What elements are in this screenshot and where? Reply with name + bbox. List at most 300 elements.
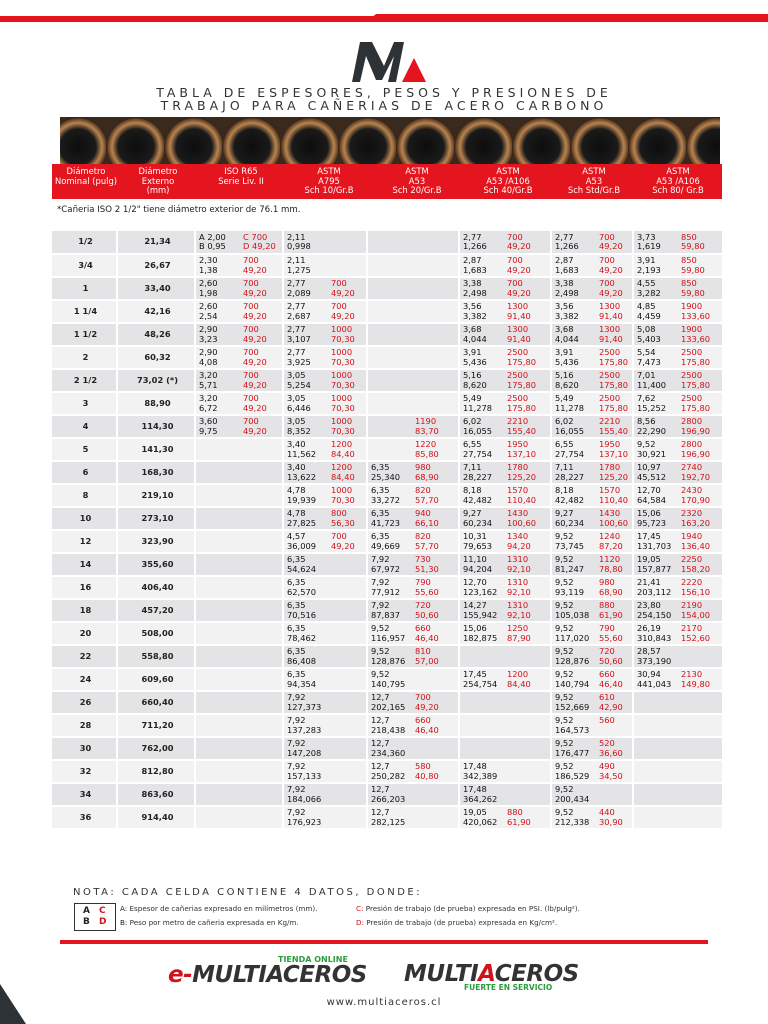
thickness-weight-values: 9,52 200,434 (555, 784, 590, 804)
thickness-weight-values: 17,45 131,703 (637, 531, 672, 551)
spec-cell (460, 277, 550, 300)
spec-cell (284, 484, 366, 507)
thickness-weight-values: 9,52 81,247 (555, 554, 585, 574)
pressure-values: 2190 154,00 (681, 600, 711, 620)
external-diameter-cell: 60,32 (118, 346, 194, 369)
spec-cell (634, 622, 722, 645)
external-diameter-cell: 323,90 (118, 530, 194, 553)
spec-cell (552, 576, 632, 599)
spec-cell (368, 737, 458, 760)
spec-cell (284, 277, 366, 300)
pressure-values: 1000 70,30 (331, 347, 355, 367)
table-row (52, 484, 722, 507)
spec-cell (460, 461, 550, 484)
spec-cell (552, 438, 632, 461)
pressure-values: 700 49,20 (507, 231, 531, 251)
table-row (52, 300, 722, 323)
thickness-weight-values: 3,40 13,622 (287, 462, 317, 482)
thickness-weight-values: 6,55 27,754 (463, 439, 493, 459)
spec-cell (284, 783, 366, 806)
thickness-weight-values: 2,77 3,925 (287, 347, 311, 367)
thickness-weight-values: 3,68 4,044 (555, 324, 579, 344)
spec-cell (284, 300, 366, 323)
thickness-weight-values: 5,49 11,278 (463, 393, 493, 413)
thickness-weight-values: 12,7 218,438 (371, 715, 406, 735)
spec-cell (634, 300, 722, 323)
thickness-weight-values: 7,11 28,227 (463, 462, 493, 482)
spec-cell (552, 254, 632, 277)
thickness-weight-values: 7,92 137,283 (287, 715, 322, 735)
thickness-weight-values: 21,41 203,112 (637, 577, 672, 597)
key-a: A (83, 906, 90, 916)
pressure-values: 2500 175,80 (681, 393, 711, 413)
spec-cell (552, 622, 632, 645)
thickness-table (52, 231, 722, 830)
nominal-diameter-cell: 22 (52, 645, 116, 668)
spec-cell (460, 530, 550, 553)
thickness-weight-values: 9,52 117,020 (555, 623, 590, 643)
e-multiaceros-logo[interactable] (168, 955, 368, 991)
pressure-values: 2740 192,70 (681, 462, 711, 482)
spec-cell (634, 507, 722, 530)
nominal-diameter-cell: 32 (52, 760, 116, 783)
spec-cell (552, 553, 632, 576)
spec-cell (368, 300, 458, 323)
nominal-diameter-cell: 2 1/2 (52, 369, 116, 392)
spec-cell (284, 438, 366, 461)
pressure-values: 1950 137,10 (599, 439, 629, 459)
thickness-weight-values: 2,90 4,08 (199, 347, 218, 367)
thickness-weight-values: 26,19 310,843 (637, 623, 672, 643)
legend-b-text: Peso por metro de cañeria expresada en Kg/m. (129, 918, 299, 927)
pressure-values: 820 57,70 (415, 485, 439, 505)
thickness-weight-values: 6,35 49,669 (371, 531, 401, 551)
spec-cell (460, 369, 550, 392)
thickness-weight-values: 8,56 22,290 (637, 416, 667, 436)
spec-cell (368, 714, 458, 737)
thickness-weight-values: 12,70 123,162 (463, 577, 498, 597)
pressure-values: 730 51,30 (415, 554, 439, 574)
thickness-weight-values: 28,57 373,190 (637, 646, 672, 666)
spec-cell (460, 415, 550, 438)
table-row (52, 760, 722, 783)
pressure-values: 2250 158,20 (681, 554, 711, 574)
thickness-weight-values: 7,92 127,373 (287, 692, 322, 712)
table-row (52, 576, 722, 599)
thickness-weight-values: 9,52 140,795 (371, 669, 406, 689)
thickness-weight-values: 3,56 3,382 (463, 301, 487, 321)
pressure-values: 1900 133,60 (681, 301, 711, 321)
pressure-values: 1300 91,40 (507, 324, 531, 344)
spec-cell (368, 507, 458, 530)
pressure-values: 1240 87,20 (599, 531, 623, 551)
thickness-weight-values: 3,60 9,75 (199, 416, 218, 436)
header-astm-a53-sch80: ASTM A53 /A106 Sch 80/ Gr.B (652, 166, 704, 195)
spec-cell (634, 254, 722, 277)
spec-cell (368, 438, 458, 461)
spec-cell (196, 668, 282, 691)
thickness-weight-values: 7,92 184,066 (287, 784, 322, 804)
spec-cell (284, 645, 366, 668)
pressure-values: 2500 175,80 (507, 370, 537, 390)
key-d: D (99, 917, 107, 927)
spec-cell (368, 530, 458, 553)
pressure-values: 1250 87,90 (507, 623, 531, 643)
pressure-values: 700 49,20 (599, 231, 623, 251)
spec-cell (460, 806, 550, 829)
page-title (0, 86, 768, 112)
pressure-values: 440 30,90 (599, 807, 623, 827)
table-row (52, 323, 722, 346)
pressure-values: 1300 91,40 (599, 324, 623, 344)
spec-cell (634, 576, 722, 599)
pressure-values: 2500 175,80 (681, 370, 711, 390)
pressure-values: 850 59,80 (681, 278, 705, 298)
spec-cell (552, 461, 632, 484)
thickness-weight-values: 6,02 16,055 (463, 416, 493, 436)
header-astm-a795: ASTM A795 Sch 10/Gr.B (304, 166, 354, 195)
spec-cell (368, 760, 458, 783)
nominal-diameter-cell: 1 1/2 (52, 323, 116, 346)
pressure-values: 2430 170,90 (681, 485, 711, 505)
thickness-weight-values: 9,52 176,477 (555, 738, 590, 758)
spec-cell (196, 530, 282, 553)
external-diameter-cell: 457,20 (118, 599, 194, 622)
pressure-values: 880 61,90 (599, 600, 623, 620)
thickness-weight-values: 9,52 128,876 (555, 646, 590, 666)
nota-heading: NOTA: CADA CELDA CONTIENE 4 DATOS, DONDE: (73, 887, 423, 898)
pressure-values: 1000 70,30 (331, 485, 355, 505)
spec-cell (634, 369, 722, 392)
spec-cell (284, 599, 366, 622)
spec-cell (552, 346, 632, 369)
nominal-diameter-cell: 4 (52, 415, 116, 438)
spec-cell (284, 530, 366, 553)
pressure-values: 1000 70,30 (331, 370, 355, 390)
spec-cell (460, 645, 550, 668)
spec-cell (196, 553, 282, 576)
spec-cell (460, 737, 550, 760)
nominal-diameter-cell: 20 (52, 622, 116, 645)
spec-cell (460, 392, 550, 415)
table-row (52, 622, 722, 645)
spec-cell (196, 277, 282, 300)
nominal-diameter-cell: 6 (52, 461, 116, 484)
spec-cell (460, 231, 550, 254)
spec-cell (552, 392, 632, 415)
nominal-diameter-cell: 30 (52, 737, 116, 760)
spec-cell (460, 553, 550, 576)
spec-cell (196, 415, 282, 438)
pressure-values: 700 49,20 (331, 531, 355, 551)
spec-cell (284, 806, 366, 829)
spec-cell (284, 254, 366, 277)
external-diameter-cell: 355,60 (118, 553, 194, 576)
external-diameter-cell: 219,10 (118, 484, 194, 507)
thickness-weight-values: 2,90 3,23 (199, 324, 218, 344)
pressure-values: 700 49,20 (507, 255, 531, 275)
pressure-values: 850 59,80 (681, 255, 705, 275)
pressure-values: 1780 125,20 (599, 462, 629, 482)
thickness-weight-values: 3,56 3,382 (555, 301, 579, 321)
spec-cell (368, 369, 458, 392)
pressure-values: 2210 155,40 (507, 416, 537, 436)
pressure-values: 2320 163,20 (681, 508, 711, 528)
table-row (52, 346, 722, 369)
thickness-weight-values: 17,48 342,389 (463, 761, 498, 781)
header-nominal-diameter: Diámetro Nominal (pulg) (54, 166, 118, 186)
pressure-values: 1300 91,40 (599, 301, 623, 321)
table-row (52, 392, 722, 415)
pressure-values: 1900 133,60 (681, 324, 711, 344)
thickness-weight-values: 5,16 8,620 (463, 370, 487, 390)
spec-cell (552, 277, 632, 300)
spec-cell (552, 806, 632, 829)
external-diameter-cell: 168,30 (118, 461, 194, 484)
thickness-weight-values: 12,7 282,125 (371, 807, 406, 827)
table-row (52, 783, 722, 806)
pressure-values: 700 49,20 (599, 278, 623, 298)
legend-c (356, 904, 580, 913)
pressure-values: 700 49,20 (599, 255, 623, 275)
spec-cell (368, 599, 458, 622)
pressure-values: 580 40,80 (415, 761, 439, 781)
spec-cell (460, 438, 550, 461)
spec-cell (552, 507, 632, 530)
spec-cell (634, 714, 722, 737)
thickness-weight-values: 9,52 73,745 (555, 531, 585, 551)
spec-cell (634, 806, 722, 829)
pressure-values: 560 (599, 715, 615, 726)
table-row (52, 668, 722, 691)
pressure-values: 850 59,80 (681, 231, 705, 251)
spec-cell (460, 254, 550, 277)
thickness-weight-values (371, 440, 415, 459)
spec-cell (460, 300, 550, 323)
pressure-values: 2210 155,40 (599, 416, 629, 436)
external-diameter-cell: 711,20 (118, 714, 194, 737)
table-row (52, 415, 722, 438)
pressure-values: 2800 196,90 (681, 439, 711, 459)
spec-cell (552, 415, 632, 438)
spec-cell (552, 691, 632, 714)
thickness-weight-values: 2,60 1,98 (199, 278, 218, 298)
pressure-values: 1000 70,30 (331, 416, 355, 436)
thickness-weight-values: 5,16 8,620 (555, 370, 579, 390)
multi-wordmark-3: CEROS (494, 961, 579, 987)
pressure-values: 2170 152,60 (681, 623, 711, 643)
legend-c-letter: C: (356, 904, 364, 913)
pressure-values: 700 49,20 (507, 278, 531, 298)
title-line-2: TRABAJO PARA CAÑERIAS DE ACERO CARBONO (160, 98, 608, 113)
table-row (52, 369, 722, 392)
pressure-values: 1300 91,40 (507, 301, 531, 321)
thickness-weight-values: 6,35 54,624 (287, 554, 317, 574)
thickness-weight-values: 9,52 30,921 (637, 439, 667, 459)
pressure-values: 2500 175,80 (507, 347, 537, 367)
thickness-weight-values: 8,18 42,482 (463, 485, 493, 505)
spec-cell (196, 323, 282, 346)
spec-cell (284, 507, 366, 530)
thickness-weight-values: 14,27 155,942 (463, 600, 498, 620)
spec-cell (368, 484, 458, 507)
thickness-weight-values: 9,52 128,876 (371, 646, 406, 666)
spec-cell (196, 369, 282, 392)
table-row (52, 691, 722, 714)
thickness-weight-values: 3,05 5,254 (287, 370, 311, 390)
table-row (52, 645, 722, 668)
spec-cell (284, 346, 366, 369)
spec-cell (634, 438, 722, 461)
top-banner-stripe (0, 0, 768, 26)
spec-cell (284, 415, 366, 438)
thickness-weight-values: 3,05 8,352 (287, 416, 311, 436)
spec-cell (634, 392, 722, 415)
spec-cell (460, 760, 550, 783)
pressure-values: 490 34,50 (599, 761, 623, 781)
thickness-weight-values: 30,94 441,043 (637, 669, 672, 689)
spec-cell (196, 576, 282, 599)
table-row (52, 254, 722, 277)
table-row (52, 231, 722, 254)
thickness-weight-values: 9,52 105,038 (555, 600, 590, 620)
pressure-values: 520 36,60 (599, 738, 623, 758)
spec-cell (196, 507, 282, 530)
thickness-weight-values: 5,49 11,278 (555, 393, 585, 413)
thickness-weight-values: 7,92 77,912 (371, 577, 401, 597)
spec-cell (552, 231, 632, 254)
external-diameter-cell: 762,00 (118, 737, 194, 760)
pressure-values: 1190 83,70 (415, 416, 439, 436)
spec-cell (634, 231, 722, 254)
pressure-values: 700 49,20 (243, 255, 267, 275)
cell-key-legend (74, 903, 116, 931)
legend-a (120, 904, 318, 913)
thickness-weight-values: 3,91 5,436 (555, 347, 579, 367)
thickness-weight-values: 3,73 1,619 (637, 231, 661, 251)
multiaceros-logo[interactable] (404, 958, 579, 994)
spec-cell (196, 438, 282, 461)
thickness-weight-values: 7,92 87,837 (371, 600, 401, 620)
spec-cell (368, 783, 458, 806)
nominal-diameter-cell: 5 (52, 438, 116, 461)
pressure-values: 1200 84,40 (331, 462, 355, 482)
spec-cell (284, 714, 366, 737)
spec-cell (460, 622, 550, 645)
spec-cell (284, 576, 366, 599)
spec-cell (368, 392, 458, 415)
pressure-values: C 700 D 49,20 (243, 231, 276, 251)
thickness-weight-values: 17,45 254,754 (463, 669, 498, 689)
thickness-weight-values: 7,92 176,923 (287, 807, 322, 827)
nominal-diameter-cell: 8 (52, 484, 116, 507)
spec-cell (460, 691, 550, 714)
legend-a-letter: A: (120, 904, 128, 913)
thickness-weight-values: 3,40 11,562 (287, 439, 317, 459)
spec-cell (196, 392, 282, 415)
external-diameter-cell: 26,67 (118, 254, 194, 277)
pressure-values: 2500 175,80 (507, 393, 537, 413)
spec-cell (552, 323, 632, 346)
pressure-values: 2130 149,80 (681, 669, 711, 689)
thickness-weight-values: 7,62 15,252 (637, 393, 667, 413)
header-external-diameter: Diámetro Externo (mm) (138, 166, 178, 195)
pressure-values: 700 49,20 (243, 370, 267, 390)
thickness-weight-values: 4,57 36,009 (287, 531, 317, 551)
nominal-diameter-cell: 18 (52, 599, 116, 622)
pressure-values: 880 61,90 (507, 807, 531, 827)
spec-cell (460, 576, 550, 599)
spec-cell (196, 254, 282, 277)
pressure-values: 800 56,30 (331, 508, 355, 528)
thickness-weight-values: 11,10 94,204 (463, 554, 493, 574)
spec-cell (284, 622, 366, 645)
spec-cell (284, 369, 366, 392)
thickness-weight-values: 12,70 64,584 (637, 485, 667, 505)
thickness-weight-values (371, 417, 415, 436)
spec-cell (284, 231, 366, 254)
spec-cell (460, 783, 550, 806)
spec-cell (368, 346, 458, 369)
thickness-weight-values: 5,54 7,473 (637, 347, 661, 367)
thickness-weight-values: 6,35 62,570 (287, 577, 317, 597)
legend-c-text: Presión de trabajo (de prueba) expresada en PSI. (lb/pulg²). (365, 904, 580, 913)
thickness-weight-values: 3,20 5,71 (199, 370, 218, 390)
spec-cell (460, 484, 550, 507)
table-row (52, 461, 722, 484)
nominal-diameter-cell: 24 (52, 668, 116, 691)
spec-cell (460, 714, 550, 737)
footer-divider (60, 940, 708, 944)
website-url[interactable]: www.multiaceros.cl (326, 997, 442, 1008)
spec-cell (196, 599, 282, 622)
thickness-weight-values: 9,52 140,794 (555, 669, 590, 689)
spec-cell (368, 277, 458, 300)
thickness-weight-values: 2,87 1,683 (555, 255, 579, 275)
legend-b-letter: B: (120, 918, 128, 927)
spec-cell (552, 599, 632, 622)
pressure-values: 720 50,60 (415, 600, 439, 620)
thickness-weight-values: 2,77 3,107 (287, 324, 311, 344)
pressure-values: 2500 175,80 (599, 347, 629, 367)
table-row (52, 599, 722, 622)
external-diameter-cell: 406,40 (118, 576, 194, 599)
nominal-diameter-cell: 12 (52, 530, 116, 553)
thickness-weight-values: 3,68 4,044 (463, 324, 487, 344)
external-diameter-cell: 33,40 (118, 277, 194, 300)
spec-cell (196, 806, 282, 829)
pressure-values: 700 49,20 (331, 301, 355, 321)
bottom-corner-decoration (0, 984, 26, 1024)
thickness-weight-values: 2,30 1,38 (199, 255, 218, 275)
thickness-weight-values: 6,35 33,272 (371, 485, 401, 505)
pressure-values: 700 49,20 (331, 278, 355, 298)
nominal-diameter-cell: 1/2 (52, 231, 116, 254)
spec-cell (634, 645, 722, 668)
legend-b (120, 918, 299, 927)
legend-d (356, 918, 557, 927)
spec-cell (368, 576, 458, 599)
pressure-values: 2800 196,90 (681, 416, 711, 436)
header-astm-a53-sch40: ASTM A53 /A106 Sch 40/Gr.B (483, 166, 533, 195)
thickness-weight-values: 5,08 5,403 (637, 324, 661, 344)
table-row (52, 553, 722, 576)
thickness-weight-values: 9,27 60,234 (555, 508, 585, 528)
spec-cell (552, 737, 632, 760)
pressure-values: 700 49,20 (415, 692, 439, 712)
thickness-weight-values: 2,11 1,275 (287, 255, 311, 275)
spec-cell (284, 553, 366, 576)
